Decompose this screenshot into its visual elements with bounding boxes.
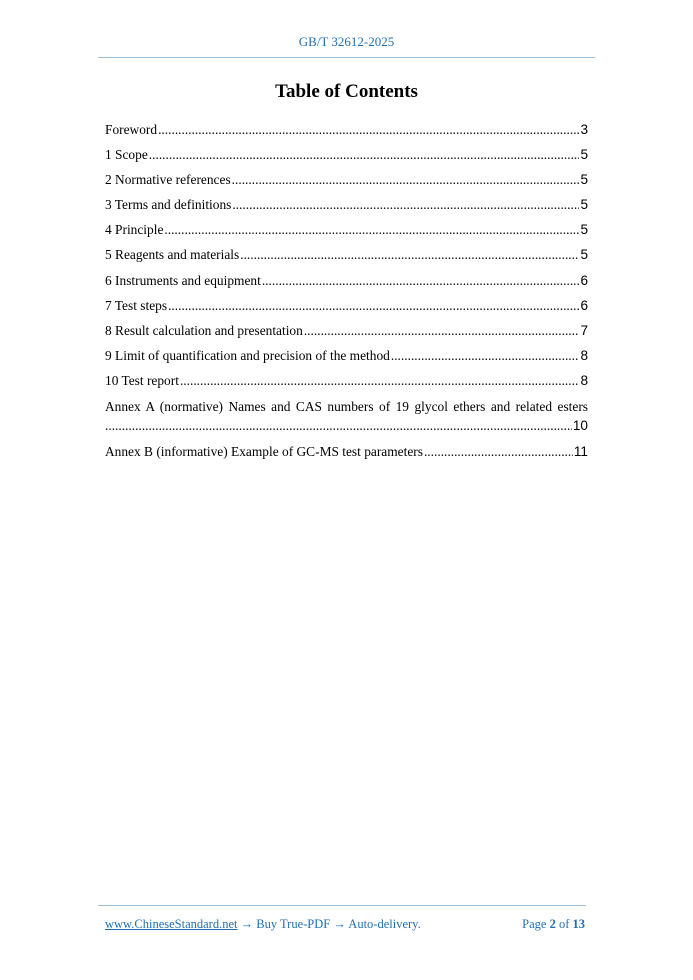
toc-entry-annex-b[interactable] (105, 439, 588, 464)
toc-entry-page: 8 (580, 347, 588, 363)
toc-entry-normative-references[interactable] (105, 167, 588, 192)
toc-entry-label: 5 Reagents and materials (105, 247, 240, 263)
toc-leader-dots (240, 242, 579, 267)
toc-entry-label: Annex B (informative) Example of GC-MS test parameters (105, 444, 423, 460)
toc-entry-page: 5 (580, 197, 588, 213)
toc-entry-terms-definitions[interactable] (105, 192, 588, 217)
header-divider (98, 57, 595, 58)
toc-entry-foreword[interactable] (105, 117, 588, 142)
toc-entry-page: 11 (573, 444, 588, 460)
footer-promo (105, 917, 421, 932)
toc-leader-dots (304, 318, 580, 343)
toc-entry-page: 8 (580, 372, 588, 388)
toc-entry-page: 5 (580, 247, 588, 263)
toc-leader-dots (164, 217, 579, 242)
toc-entry-principle[interactable] (105, 217, 588, 242)
toc-entry-test-report[interactable] (105, 368, 588, 393)
toc-leader-dots (149, 142, 580, 167)
toc-leader-dots (105, 417, 572, 435)
toc-leader-dots (180, 368, 580, 393)
toc-entry-label: 8 Result calculation and presentation (105, 322, 303, 338)
footer-promo-text: → Buy True-PDF → Auto-delivery. (237, 917, 421, 931)
page-footer (105, 917, 585, 932)
toc-leader-dots (168, 293, 579, 318)
toc-entry-page: 7 (580, 322, 588, 338)
toc-entry-result-calculation[interactable] (105, 318, 588, 343)
toc-leader-dots (391, 343, 580, 368)
page-total: 13 (572, 917, 585, 931)
toc-entry-scope[interactable] (105, 142, 588, 167)
toc-entry-page: 5 (580, 147, 588, 163)
toc-entry-label: 2 Normative references (105, 172, 231, 188)
toc-entry-label: Foreword (105, 122, 158, 137)
toc-entry-instruments[interactable] (105, 268, 588, 293)
toc-entry-label: 9 Limit of quantification and precision of the method (105, 347, 390, 363)
toc-entry-reagents[interactable] (105, 242, 588, 267)
page-number (522, 917, 585, 932)
toc-leader-dots (424, 439, 573, 464)
page-current: 2 (549, 917, 556, 931)
toc-entry-page: 10 (572, 418, 588, 434)
toc-entry-label: 4 Principle (105, 222, 164, 238)
footer-divider (98, 905, 586, 906)
toc-entry-label: 3 Terms and definitions (105, 197, 232, 213)
toc-entry-label: 6 Instruments and equipment (105, 272, 261, 288)
toc-leader-dots (158, 117, 579, 142)
toc-entry-label: 7 Test steps (105, 297, 168, 313)
toc-entry-label: 1 Scope (105, 147, 148, 163)
page-of-label: of (558, 917, 570, 931)
toc-entry-label: 10 Test report (105, 372, 179, 388)
toc-entry-page: 3 (580, 122, 588, 137)
website-link[interactable]: www.ChineseStandard.net (105, 917, 238, 931)
toc-entry-page: 5 (580, 172, 588, 188)
table-of-contents (105, 117, 588, 464)
toc-entry-page: 6 (580, 297, 588, 313)
toc-entry-limit-quantification[interactable] (105, 343, 588, 368)
toc-entry-page: 6 (580, 272, 588, 288)
toc-entry-page: 5 (580, 222, 588, 238)
page-label: Page (522, 917, 547, 931)
toc-leader-dots (232, 192, 579, 217)
running-header: GB/T 32612-2025 (298, 34, 395, 49)
toc-entry-annex-a[interactable] (105, 393, 588, 439)
toc-entry-test-steps[interactable] (105, 293, 588, 318)
toc-entry-label: Annex A (normative) Names and CAS numbers of 19 glycol ethers and related esters (105, 399, 588, 415)
toc-leader-dots (262, 268, 580, 293)
page-title: Table of Contents (275, 81, 418, 102)
toc-leader-dots (232, 167, 580, 192)
